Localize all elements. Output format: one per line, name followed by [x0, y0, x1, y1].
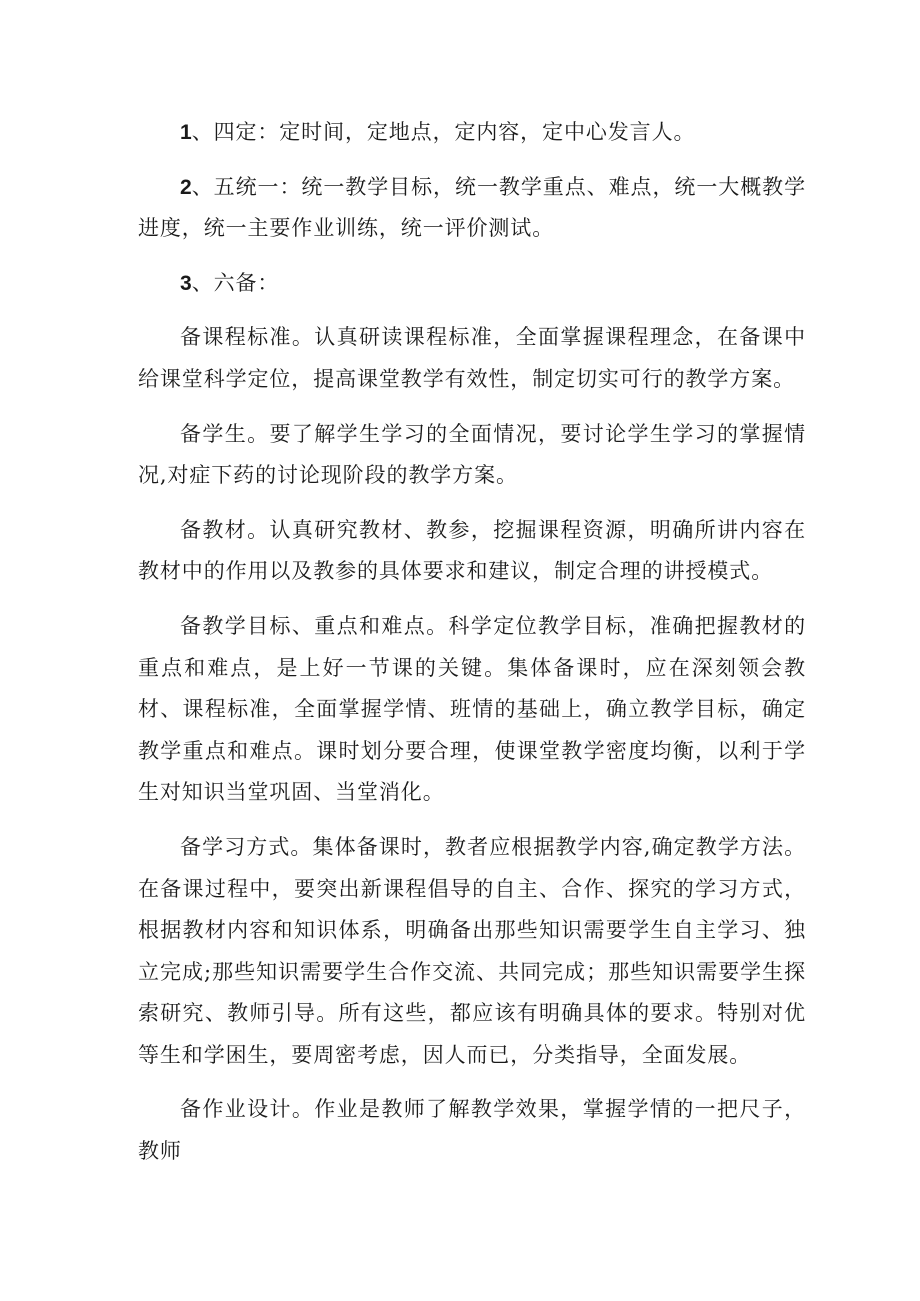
paragraph-text: 备课程标准。认真研读课程标准，全面掌握课程理念，在备课中给课堂科学定位，提高课堂教学有效性，制定切实可行的教学方案。 — [138, 325, 806, 391]
paragraph-7 — [138, 606, 806, 814]
paragraph-5 — [138, 414, 806, 497]
paragraph-text: 备教学目标、重点和难点。科学定位教学目标，准确把握教材的重点和难点，是上好一节课的关键。集体备课时，应在深刻领会教材、课程标准，全面掌握学情、班情的基础上，确立教学目标，确定教学重点和难点。课时划分要合理，使课堂教学密度均衡，以利于学生对知识当堂巩固、当堂消化。 — [138, 613, 806, 805]
paragraph-text: 备学生。要了解学生学习的全面情况，要讨论学生学习的掌握情况,对症下药的讨论现阶段的教学方案。 — [138, 421, 806, 488]
paragraph-2 — [138, 167, 806, 250]
list-number: 2 — [180, 175, 192, 199]
paragraph-text: 、五统一：统一教学目标，统一教学重点、难点，统一大概教学进度，统一主要作业训练，统一评价测试。 — [138, 174, 806, 241]
paragraph-text: 、六备： — [191, 270, 280, 295]
paragraph-1 — [138, 112, 806, 154]
paragraph-6 — [138, 510, 806, 593]
document-body — [138, 112, 806, 1186]
paragraph-4 — [138, 317, 806, 400]
paragraph-text: 、四定：定时间，定地点，定内容，定中心发言人。 — [191, 120, 696, 144]
paragraph-text: 备学习方式。集体备课时，教者应根据教学内容,确定教学方法。在备课过程中，要突出新课程倡导的自主、合作、探究的学习方式，根据教材内容和知识体系，明确备出那些知识需要学生自主学习、独立完成;那些知识需要学生合作交流、共同完成；那些知识需要学生探索研究、教师引导。所有这些，都应该有明确具体的要求。特别对优等生和学困生，要周密考虑，因人而已，分类指导，全面发展。 — [138, 834, 806, 1067]
paragraph-9 — [138, 1089, 806, 1172]
list-number: 1 — [180, 121, 192, 144]
paragraph-text: 备作业设计。作业是教师了解教学效果，掌握学情的一把尺子，教师 — [138, 1097, 806, 1164]
paragraph-3 — [138, 263, 806, 305]
paragraph-8 — [138, 827, 806, 1077]
list-number: 3 — [180, 271, 192, 295]
paragraph-text: 备教材。认真研究教材、教参，挖掘课程资源，明确所讲内容在教材中的作用以及教参的具体要求和建议，制定合理的讲授模式。 — [138, 517, 806, 584]
